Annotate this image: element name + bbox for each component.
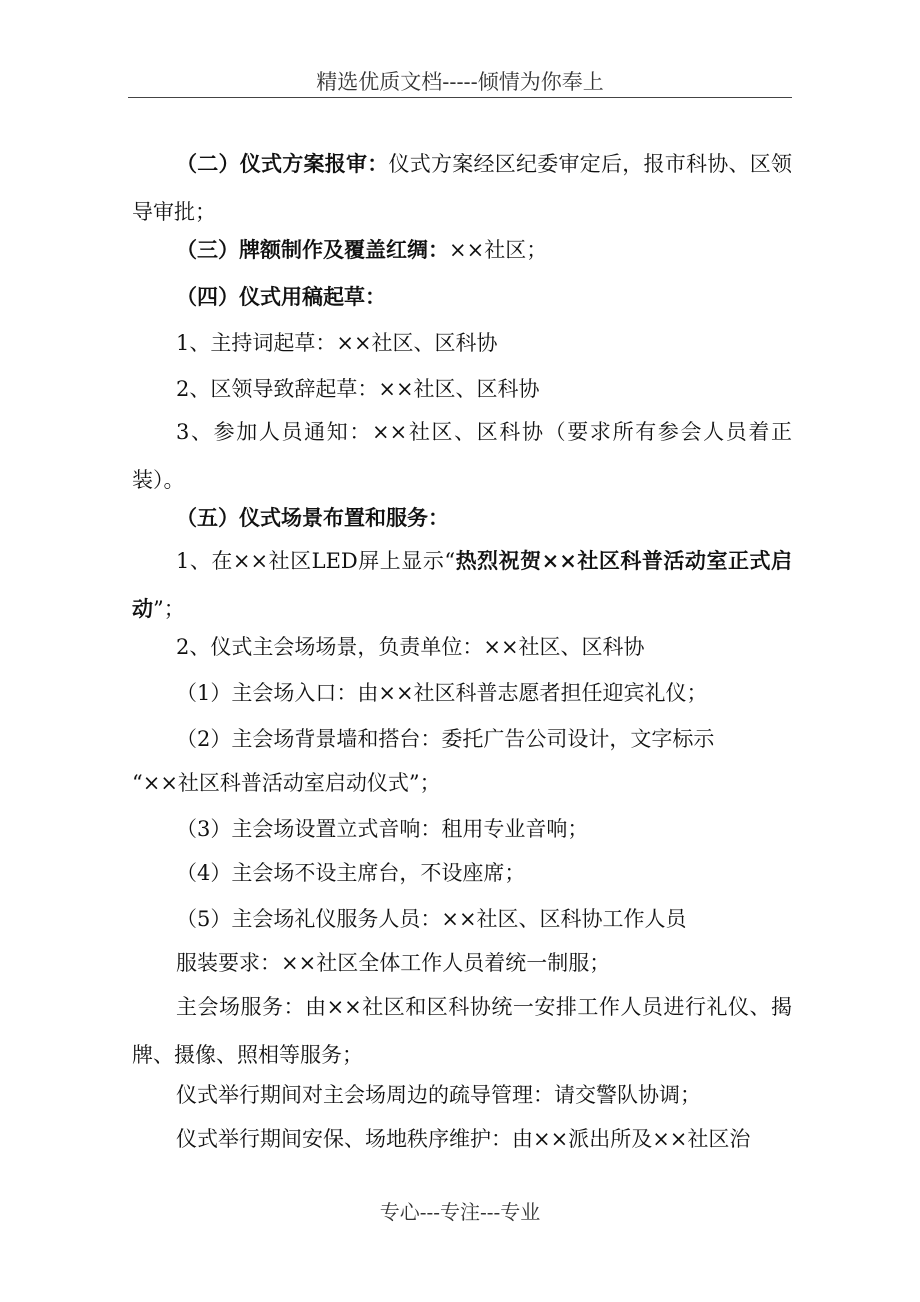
header-divider — [128, 97, 792, 98]
heading-approval: （二）仪式方案报审： — [176, 151, 389, 176]
draft-item-1: 1、主持词起草：××社区、区科协 — [176, 331, 498, 355]
setup-item-2: 2、仪式主会场场景，负责单位：××社区、区科协 — [176, 635, 645, 659]
page-footer: 专心---专注---专业 — [379, 1200, 541, 1224]
led-text-end: ”； — [153, 597, 185, 621]
setup-sub-4: （4）主会场不设主席台，不设座席； — [176, 861, 526, 885]
setup-sub-5: （5）主会场礼仪服务人员：××社区、区科协工作人员 — [176, 907, 687, 931]
traffic-management: 仪式举行期间对主会场周边的疏导管理：请交警队协调； — [176, 1083, 701, 1107]
led-text: 1、在××社区LED屏上显示“ — [176, 549, 456, 573]
paragraph-approval — [132, 140, 792, 236]
venue-service: 主会场服务：由××社区和区科协统一安排工作人员进行礼仪、揭牌、摄像、照相等服务； — [132, 995, 792, 1067]
draft-item-3: 3、参加人员通知：××社区、区科协（要求所有参会人员着正装）。 — [132, 420, 792, 492]
security-order: 仪式举行期间安保、场地秩序维护：由××派出所及××社区治 — [176, 1127, 751, 1151]
paragraph-plaque — [132, 227, 792, 273]
setup-sub-2: （2）主会场背景墙和搭台：委托广告公司设计，文字标示 — [176, 727, 715, 751]
led-banner-text: 热烈祝贺××社区科普活动室正式启动 — [132, 548, 792, 621]
setup-sub-2-cont: “××社区科普活动室启动仪式”； — [132, 771, 441, 795]
heading-plaque: （三）牌额制作及覆盖红绸： — [176, 237, 449, 262]
plaque-text: ××社区； — [449, 238, 548, 262]
heading-drafts: （四）仪式用稿起草： — [176, 284, 386, 309]
page-header: 精选优质文档-----倾情为你奉上 — [316, 70, 604, 94]
setup-sub-1: （1）主会场入口：由××社区科普志愿者担任迎宾礼仪； — [176, 681, 708, 705]
setup-sub-3: （3）主会场设置立式音响：租用专业音响； — [176, 817, 589, 841]
draft-item-2: 2、区领导致辞起草：××社区、区科协 — [176, 377, 540, 401]
dress-code: 服装要求：××社区全体工作人员着统一制服； — [176, 951, 611, 975]
approval-text: 仪式方案经区纪委审定后，报市科协、区领导审批； — [132, 152, 792, 224]
heading-setup: （五）仪式场景布置和服务： — [176, 505, 449, 530]
setup-item-1 — [132, 537, 792, 633]
